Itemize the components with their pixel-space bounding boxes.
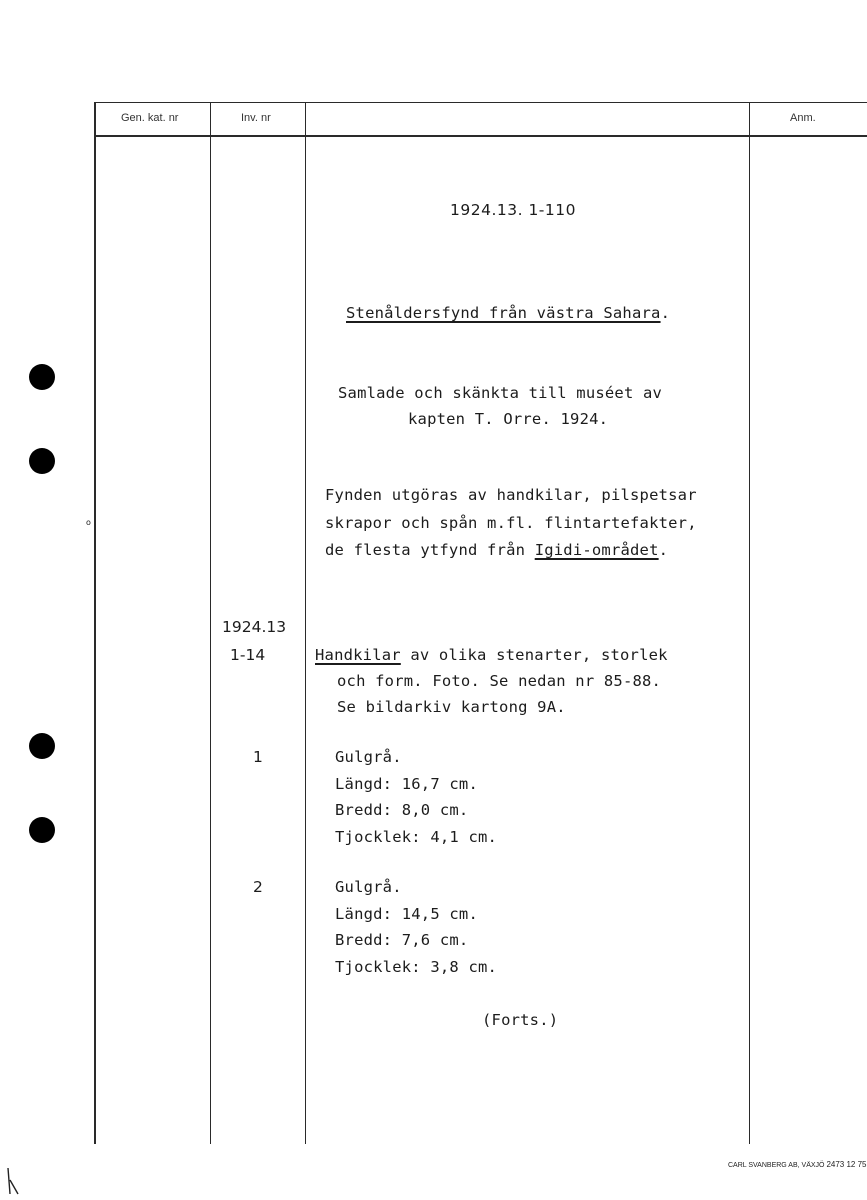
group-term: Handkilar <box>315 646 401 664</box>
divider-inv-text <box>305 102 306 1144</box>
binder-hole <box>29 364 55 390</box>
group-description-line-2: och form. Foto. Se nedan nr 85-88. <box>337 672 662 690</box>
group-inv-number: 1924.13 <box>222 618 287 636</box>
printer-imprint <box>728 1160 866 1169</box>
item-inv-number: 1 <box>253 748 263 766</box>
divider-gen-inv <box>210 102 211 1144</box>
entry-heading-text: Stenåldersfynd från västra Sahara <box>346 304 661 322</box>
item-width: Bredd: 7,6 cm. <box>335 931 469 949</box>
divider-text-anm <box>749 102 750 1144</box>
finds-line-1: Fynden utgöras av handkilar, pilspetsar <box>325 486 697 504</box>
finds-line-3-text: de flesta ytfynd från <box>325 541 535 559</box>
group-description-rest: av olika stenarter, storlek <box>400 646 668 664</box>
item-length: Längd: 14,5 cm. <box>335 905 478 923</box>
group-inv-range: 1-14 <box>230 646 266 664</box>
finds-line-3 <box>325 541 668 559</box>
item-inv-number: 2 <box>253 878 263 896</box>
entry-heading <box>346 304 670 322</box>
item-color: Gulgrå. <box>335 878 402 896</box>
finds-line-2: skrapor och spån m.fl. flintartefakter, <box>325 514 697 532</box>
binder-hole <box>29 448 55 474</box>
group-description-line-3: Se bildarkiv kartong 9A. <box>337 698 566 716</box>
item-width: Bredd: 8,0 cm. <box>335 801 469 819</box>
item-color: Gulgrå. <box>335 748 402 766</box>
column-header-anm: Anm. <box>790 112 816 124</box>
left-border <box>94 102 96 1144</box>
collected-line-1: Samlade och skänkta till muséet av <box>338 384 663 402</box>
continued-note: (Forts.) <box>482 1011 559 1029</box>
item-thickness: Tjocklek: 4,1 cm. <box>335 828 498 846</box>
item-length: Längd: 16,7 cm. <box>335 775 478 793</box>
binder-hole <box>29 817 55 843</box>
side-mark: o <box>86 518 91 527</box>
form-number: 2473 12 75 <box>826 1160 867 1169</box>
group-description-line-1 <box>315 646 668 664</box>
printer-name: CARL SVANBERG AB, VÄXJÖ <box>728 1162 825 1169</box>
item-thickness: Tjocklek: 3,8 cm. <box>335 958 498 976</box>
entry-heading-period: . <box>660 304 671 322</box>
binder-hole <box>29 733 55 759</box>
column-header-gen-kat-nr: Gen. kat. nr <box>121 112 179 124</box>
finds-line-3-period: . <box>658 541 669 559</box>
region-name: Igidi-området <box>534 541 659 559</box>
collected-line-2: kapten T. Orre. 1924. <box>408 410 609 428</box>
catalog-number-range: 1924.13. 1-110 <box>450 201 576 219</box>
pen-mark <box>6 1166 20 1196</box>
column-header-inv-nr: Inv. nr <box>241 112 271 124</box>
